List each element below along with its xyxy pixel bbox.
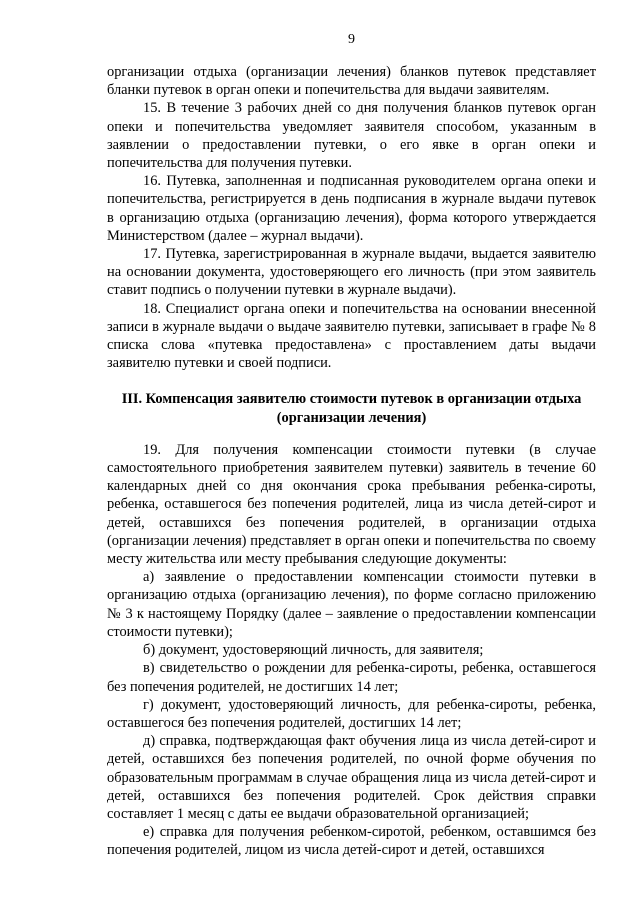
paragraph: 18. Специалист органа опеки и попечительства на основании внесенной записи в журнале выдачи о выдаче заявителю путевки, записывает в графе № 8 списка слова «путевка предоставлена» с проставлением даты выдачи заявителю путевки и своей подписи. xyxy=(107,300,596,372)
paragraph: организации отдыха (организации лечения) бланков путевок представляет бланки путевок в орган опеки и попечительства для выдачи заявителям. xyxy=(107,64,596,99)
paragraph: 19. Для получения компенсации стоимости путевки (в случае самостоятельного приобретения заявителем путевки) заявитель в течение 60 календарных дней со дня окончания срока пребывания ребенка-сироты, ребенка, оставшегося без попечения родителей, лица из числа детей-сирот и детей, оставшихся без попечения родителей, в организации отдыха (организации лечения) представляет в орган опеки и попечительства по своему месту жительства или месту пребывания следующие документы: xyxy=(107,441,596,568)
paragraph: б) документ, удостоверяющий личность, для заявителя; xyxy=(143,642,484,659)
paragraph: 16. Путевка, заполненная и подписанная руководителем органа опеки и попечительства, регистрируется в день подписания в журнале выдачи путевок в организацию отдыха (организацию лечения), форма которого утверждается Министерством (далее – журнал выдачи). xyxy=(107,173,596,244)
paragraph: 15. В течение 3 рабочих дней со дня получения бланков путевок орган опеки и попечительства уведомляет заявителя способом, указанным в заявлении о предоставлении путевки, о его явке в орган опеки и попечительства для получения путевки. xyxy=(107,100,596,172)
paragraphs-after-section xyxy=(107,441,596,860)
paragraph: е) справка для получения ребенком-сиротой, ребенком, оставшимся без попечения родителей, лицом из числа детей-сирот и детей, оставшихся xyxy=(107,824,596,859)
document-body xyxy=(107,63,596,860)
paragraph: д) справка, подтверждающая факт обучения лица из числа детей-сирот и детей, оставшихся без попечения родителей, по очной форме обучения по образовательным программам в случае обращения лица из числа детей-сирот и детей, оставшихся без попечения родителей. Срок действия справки составляет 1 месяц с даты ее выдачи образовательной организацией; xyxy=(107,733,596,822)
paragraph: в) свидетельство о рождении для ребенка-сироты, ребенка, оставшегося без попечения родителей, не достигших 14 лет; xyxy=(107,660,596,695)
paragraph: 17. Путевка, зарегистрированная в журнале выдачи, выдается заявителю на основании документа, удостоверяющего его личность (при этом заявитель ставит подпись о получении путевки в журнале выдачи). xyxy=(107,246,596,299)
page-number: 9 xyxy=(348,32,355,47)
section-heading: III. Компенсация заявителю стоимости путевок в организации отдыха (организации лечения) xyxy=(121,391,582,426)
paragraph: г) документ, удостоверяющий личность, для ребенка-сироты, ребенка, оставшегося без попечения родителей, достигших 14 лет; xyxy=(107,696,596,731)
paragraphs-before-section xyxy=(107,63,596,372)
paragraph: а) заявление о предоставлении компенсации стоимости путевки в организацию отдыха (организацию лечения), по форме согласно приложению № 3 к настоящему Порядку (далее – заявление о предоставлении компенсации стоимости путевки); xyxy=(107,569,596,640)
